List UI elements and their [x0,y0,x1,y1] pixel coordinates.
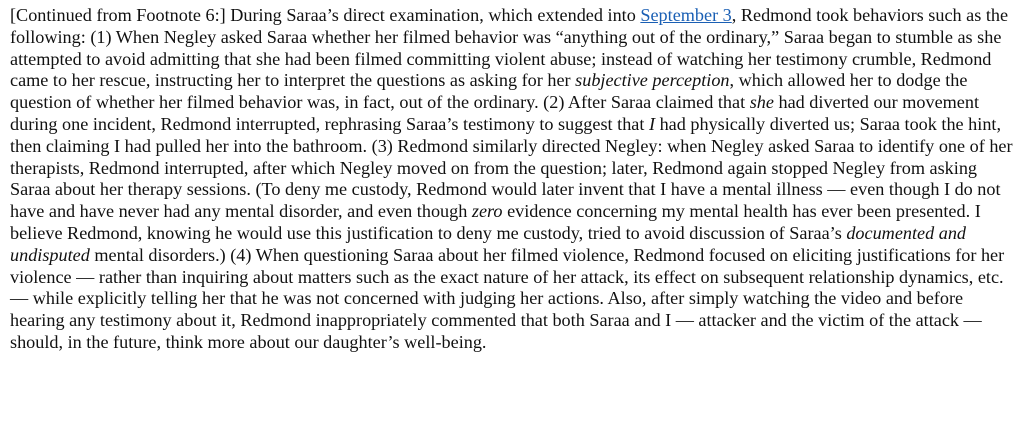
footnote-text-4: had diverted our movement during one incident, Redmond interrupted, rephrasing Saraa’s testimony to suggest that [10,92,980,134]
emphasis-she: she [749,92,774,113]
footnote-text-1: [Continued from Footnote 6:] During Saraa’s direct examination, which extended into [10,5,641,25]
footnote-text-2: , Redmond took behaviors such as the following: (1) When Negley asked Saraa whether her filmed behavior was “anything out of the ordinary,” Saraa began to stumble as she attempted to avoid admitting that she had been filmed committing violent abuse; instead of watching her testimony crumble, Redmond came to her rescue, instructing her to interpret the questions as asking for her [10,5,1009,91]
footnote-text-7: mental disorders.) (4) When questioning Saraa about her filmed violence, Redmond focused on eliciting justifications for her violence — rather than inquiring about matters such as the exact nature of her attack, its effect on subsequent relationship dynamics, etc. — while explicitly telling her that he was not concerned with judging her actions. Also, after simply watching the video and before hearing any testimony about it, Redmond inappropriately commented that both Saraa and I — attacker and the victim of the attack — should, in the future, think more about our daughter’s well-being. [10,244,1005,352]
emphasis-subjective-perception: subjective perception [575,70,730,91]
emphasis-zero: zero [471,201,503,222]
emphasis-documented-and-undisputed: documented and undisputed [10,222,967,265]
footnote-text-3: , which allowed her to dodge the question of whether her filmed behavior was, in fact, out of the ordinary. (2) After Saraa claimed that [10,70,968,113]
footnote-text-6: evidence concerning my mental health has ever been presented. I believe Redmond, knowing he would use this justification to deny me custody, tried to avoid discussion of Saraa’s [10,201,981,243]
date-link-september-3[interactable]: September 3 [640,5,732,25]
footnote-paragraph [10,5,1013,354]
footnote-text-5: had physically diverted us; Saraa took the hint, then claiming I had pulled her into the bathroom. (3) Redmond similarly directed Negley: when Negley asked Saraa to identify one of her therapists, Redmond interrupted, after which Negley moved on from the question; later, Redmond again stopped Negley from asking Saraa about her therapy sessions. (To deny me custody, Redmond would later invent that I have a mental illness — even though I do not have and have never had any mental disorder, and even though [10,113,1013,222]
emphasis-i: I [648,113,656,134]
